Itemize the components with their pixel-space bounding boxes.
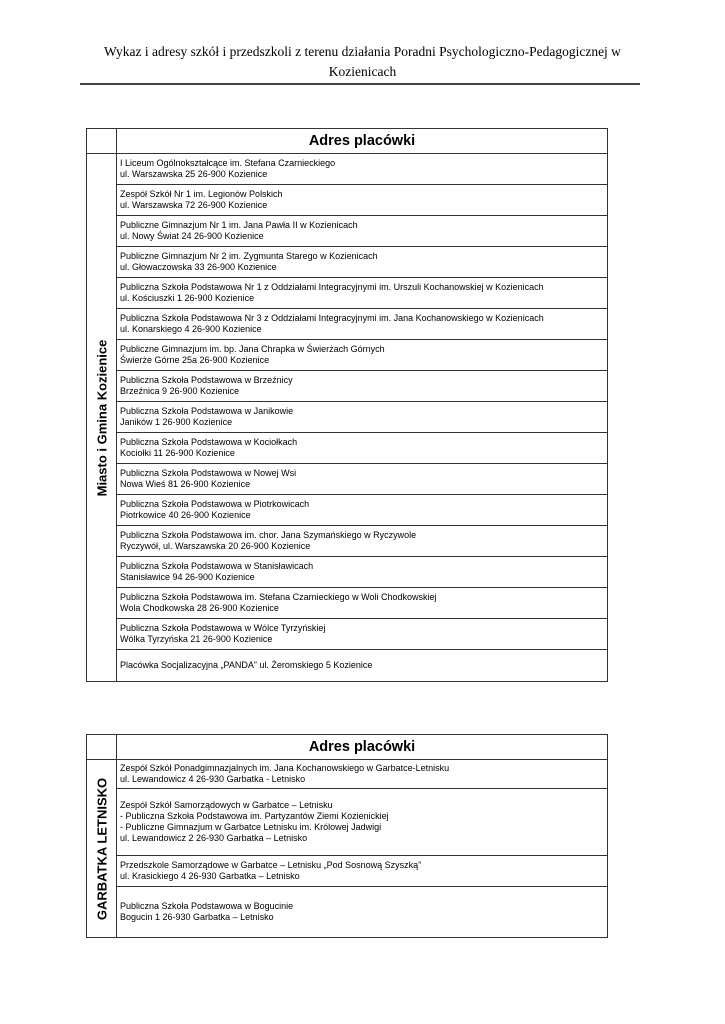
school-address: Kociołki 11 26-900 Kozienice (120, 448, 235, 458)
table-row (87, 856, 608, 887)
side-label: Miasto i Gmina Kozienice (94, 339, 109, 496)
table-row (87, 588, 608, 619)
school-name: Publiczna Szkoła Podstawowa w Nowej Wsi (120, 468, 297, 478)
table-row (87, 247, 608, 278)
school-name: Zespół Szkół Nr 1 im. Legionów Polskich (120, 189, 283, 199)
school-entry (117, 495, 608, 526)
school-name: Publiczna Szkoła Podstawowa w Kociołkach (120, 437, 298, 447)
table-row (87, 887, 608, 938)
school-entry (117, 588, 608, 619)
document-header (80, 42, 645, 82)
table-row (87, 760, 608, 789)
school-name: Publiczne Gimnazjum im. bp. Jana Chrapka w Świerżach Górnych (120, 344, 385, 354)
table-row (87, 619, 608, 650)
school-subunit: - Publiczne Gimnazjum w Garbatce Letnisku im. Królowej Jadwigi (120, 822, 382, 832)
school-address: ul. Lewandowicz 2 26-930 Garbatka – Letnisko (120, 833, 308, 843)
table-row (87, 154, 608, 185)
school-entry (117, 247, 608, 278)
school-name: Zespół Szkół Samorządowych w Garbatce – Letnisku (120, 800, 333, 810)
table-row (87, 216, 608, 247)
school-address: Świerże Górne 25a 26-900 Kozienice (120, 355, 270, 365)
school-address: Nowa Wieś 81 26-900 Kozienice (120, 479, 251, 489)
school-name: Przedszkole Samorządowe w Garbatce – Letnisku „Pod Sosnową Szyszką” (120, 860, 422, 870)
school-entry (117, 464, 608, 495)
school-address: Stanisławice 94 26-900 Kozienice (120, 572, 255, 582)
school-address: ul. Nowy Świat 24 26-900 Kozienice (120, 231, 264, 241)
table-row (87, 433, 608, 464)
school-entry (117, 526, 608, 557)
table-row (87, 464, 608, 495)
school-name: Publiczna Szkoła Podstawowa w Wólce Tyrzyńskiej (120, 623, 326, 633)
school-entry (117, 887, 608, 938)
school-entry (117, 760, 608, 789)
school-name: Placówka Socjalizacyjna „PANDA” ul. Żeromskiego 5 Kozienice (120, 660, 373, 670)
table-row (87, 402, 608, 433)
school-name: Publiczna Szkoła Podstawowa Nr 1 z Oddziałami Integracyjnymi im. Urszuli Kochanowskiej w Kozienicach (120, 282, 544, 292)
school-address: ul. Głowaczowska 33 26-900 Kozienice (120, 262, 277, 272)
table-row (87, 495, 608, 526)
school-name: Publiczna Szkoła Podstawowa w Piotrkowicach (120, 499, 310, 509)
school-entry (117, 216, 608, 247)
table-row (87, 371, 608, 402)
garbatka-schools-table (86, 734, 608, 938)
school-entry (117, 433, 608, 464)
school-address: ul. Warszawska 72 26-900 Kozienice (120, 200, 268, 210)
school-address: ul. Kościuszki 1 26-900 Kozienice (120, 293, 255, 303)
school-address: Janików 1 26-900 Kozienice (120, 417, 233, 427)
header-line-1: Wykaz i adresy szkół i przedszkoli z terenu działania Poradni Psychologiczno-Pedagogicznej w (104, 44, 621, 59)
school-entry (117, 340, 608, 371)
school-entry (117, 402, 608, 433)
school-entry (117, 619, 608, 650)
school-address: Bogucin 1 26-930 Garbatka – Letnisko (120, 912, 274, 922)
table-row (87, 278, 608, 309)
school-name: I Liceum Ogólnokształcące im. Stefana Czarnieckiego (120, 158, 336, 168)
school-address: Ryczywół, ul. Warszawska 20 26-900 Kozienice (120, 541, 311, 551)
school-address: Wola Chodkowska 28 26-900 Kozienice (120, 603, 279, 613)
school-name: Publiczne Gimnazjum Nr 2 im. Zygmunta Starego w Kozienicach (120, 251, 378, 261)
kozienice-schools-table (86, 128, 608, 682)
table-row (87, 309, 608, 340)
side-label-cell (87, 760, 117, 938)
table-header-row (87, 129, 608, 154)
school-entry (117, 650, 608, 682)
school-name: Publiczna Szkoła Podstawowa im. Stefana Czarnieckiego w Woli Chodkowskiej (120, 592, 437, 602)
school-address: ul. Konarskiego 4 26-900 Kozienice (120, 324, 262, 334)
school-name: Publiczna Szkoła Podstawowa w Bogucinie (120, 901, 294, 911)
header-line-2: Kozienicach (328, 64, 397, 79)
school-address: ul. Krasickiego 4 26-930 Garbatka – Letnisko (120, 871, 300, 881)
school-entry (117, 185, 608, 216)
school-name: Publiczne Gimnazjum Nr 1 im. Jana Pawła II w Kozienicach (120, 220, 358, 230)
school-name: Publiczna Szkoła Podstawowa im. chor. Jana Szymańskiego w Ryczywole (120, 530, 417, 540)
school-entry (117, 557, 608, 588)
table-header-row (87, 735, 608, 760)
school-address: ul. Warszawska 25 26-900 Kozienice (120, 169, 268, 179)
side-label: GARBATKA LETNISKO (94, 777, 109, 920)
table-title: Adres placówki (117, 129, 608, 154)
table-row (87, 557, 608, 588)
table-row (87, 650, 608, 682)
school-entry (117, 856, 608, 887)
header-corner-cell (87, 129, 117, 154)
school-entry (117, 154, 608, 185)
school-name: Publiczna Szkoła Podstawowa w Stanisławicach (120, 561, 314, 571)
school-entry (117, 371, 608, 402)
school-address: Brzeźnica 9 26-900 Kozienice (120, 386, 240, 396)
side-label-cell (87, 154, 117, 682)
table-row (87, 185, 608, 216)
school-entry (117, 789, 608, 856)
school-address: Piotrkowice 40 26-900 Kozienice (120, 510, 251, 520)
table-row (87, 526, 608, 557)
school-subunit: - Publiczna Szkoła Podstawowa im. Partyzantów Ziemi Kozienickiej (120, 811, 389, 821)
table-row (87, 789, 608, 856)
school-address: Wólka Tyrzyńska 21 26-900 Kozienice (120, 634, 273, 644)
school-entry (117, 278, 608, 309)
school-address: ul. Lewandowicz 4 26-930 Garbatka - Letnisko (120, 774, 306, 784)
table-row (87, 340, 608, 371)
table-title: Adres placówki (117, 735, 608, 760)
header-corner-cell (87, 735, 117, 760)
school-name: Zespół Szkół Ponadgimnazjalnych im. Jana Kochanowskiego w Garbatce-Letnisku (120, 763, 450, 773)
school-name: Publiczna Szkoła Podstawowa w Brzeźnicy (120, 375, 293, 385)
school-name: Publiczna Szkoła Podstawowa w Janikowie (120, 406, 294, 416)
header-divider (80, 83, 640, 85)
school-name: Publiczna Szkoła Podstawowa Nr 3 z Oddziałami Integracyjnymi im. Jana Kochanowskiego w Kozienicach (120, 313, 544, 323)
school-entry (117, 309, 608, 340)
